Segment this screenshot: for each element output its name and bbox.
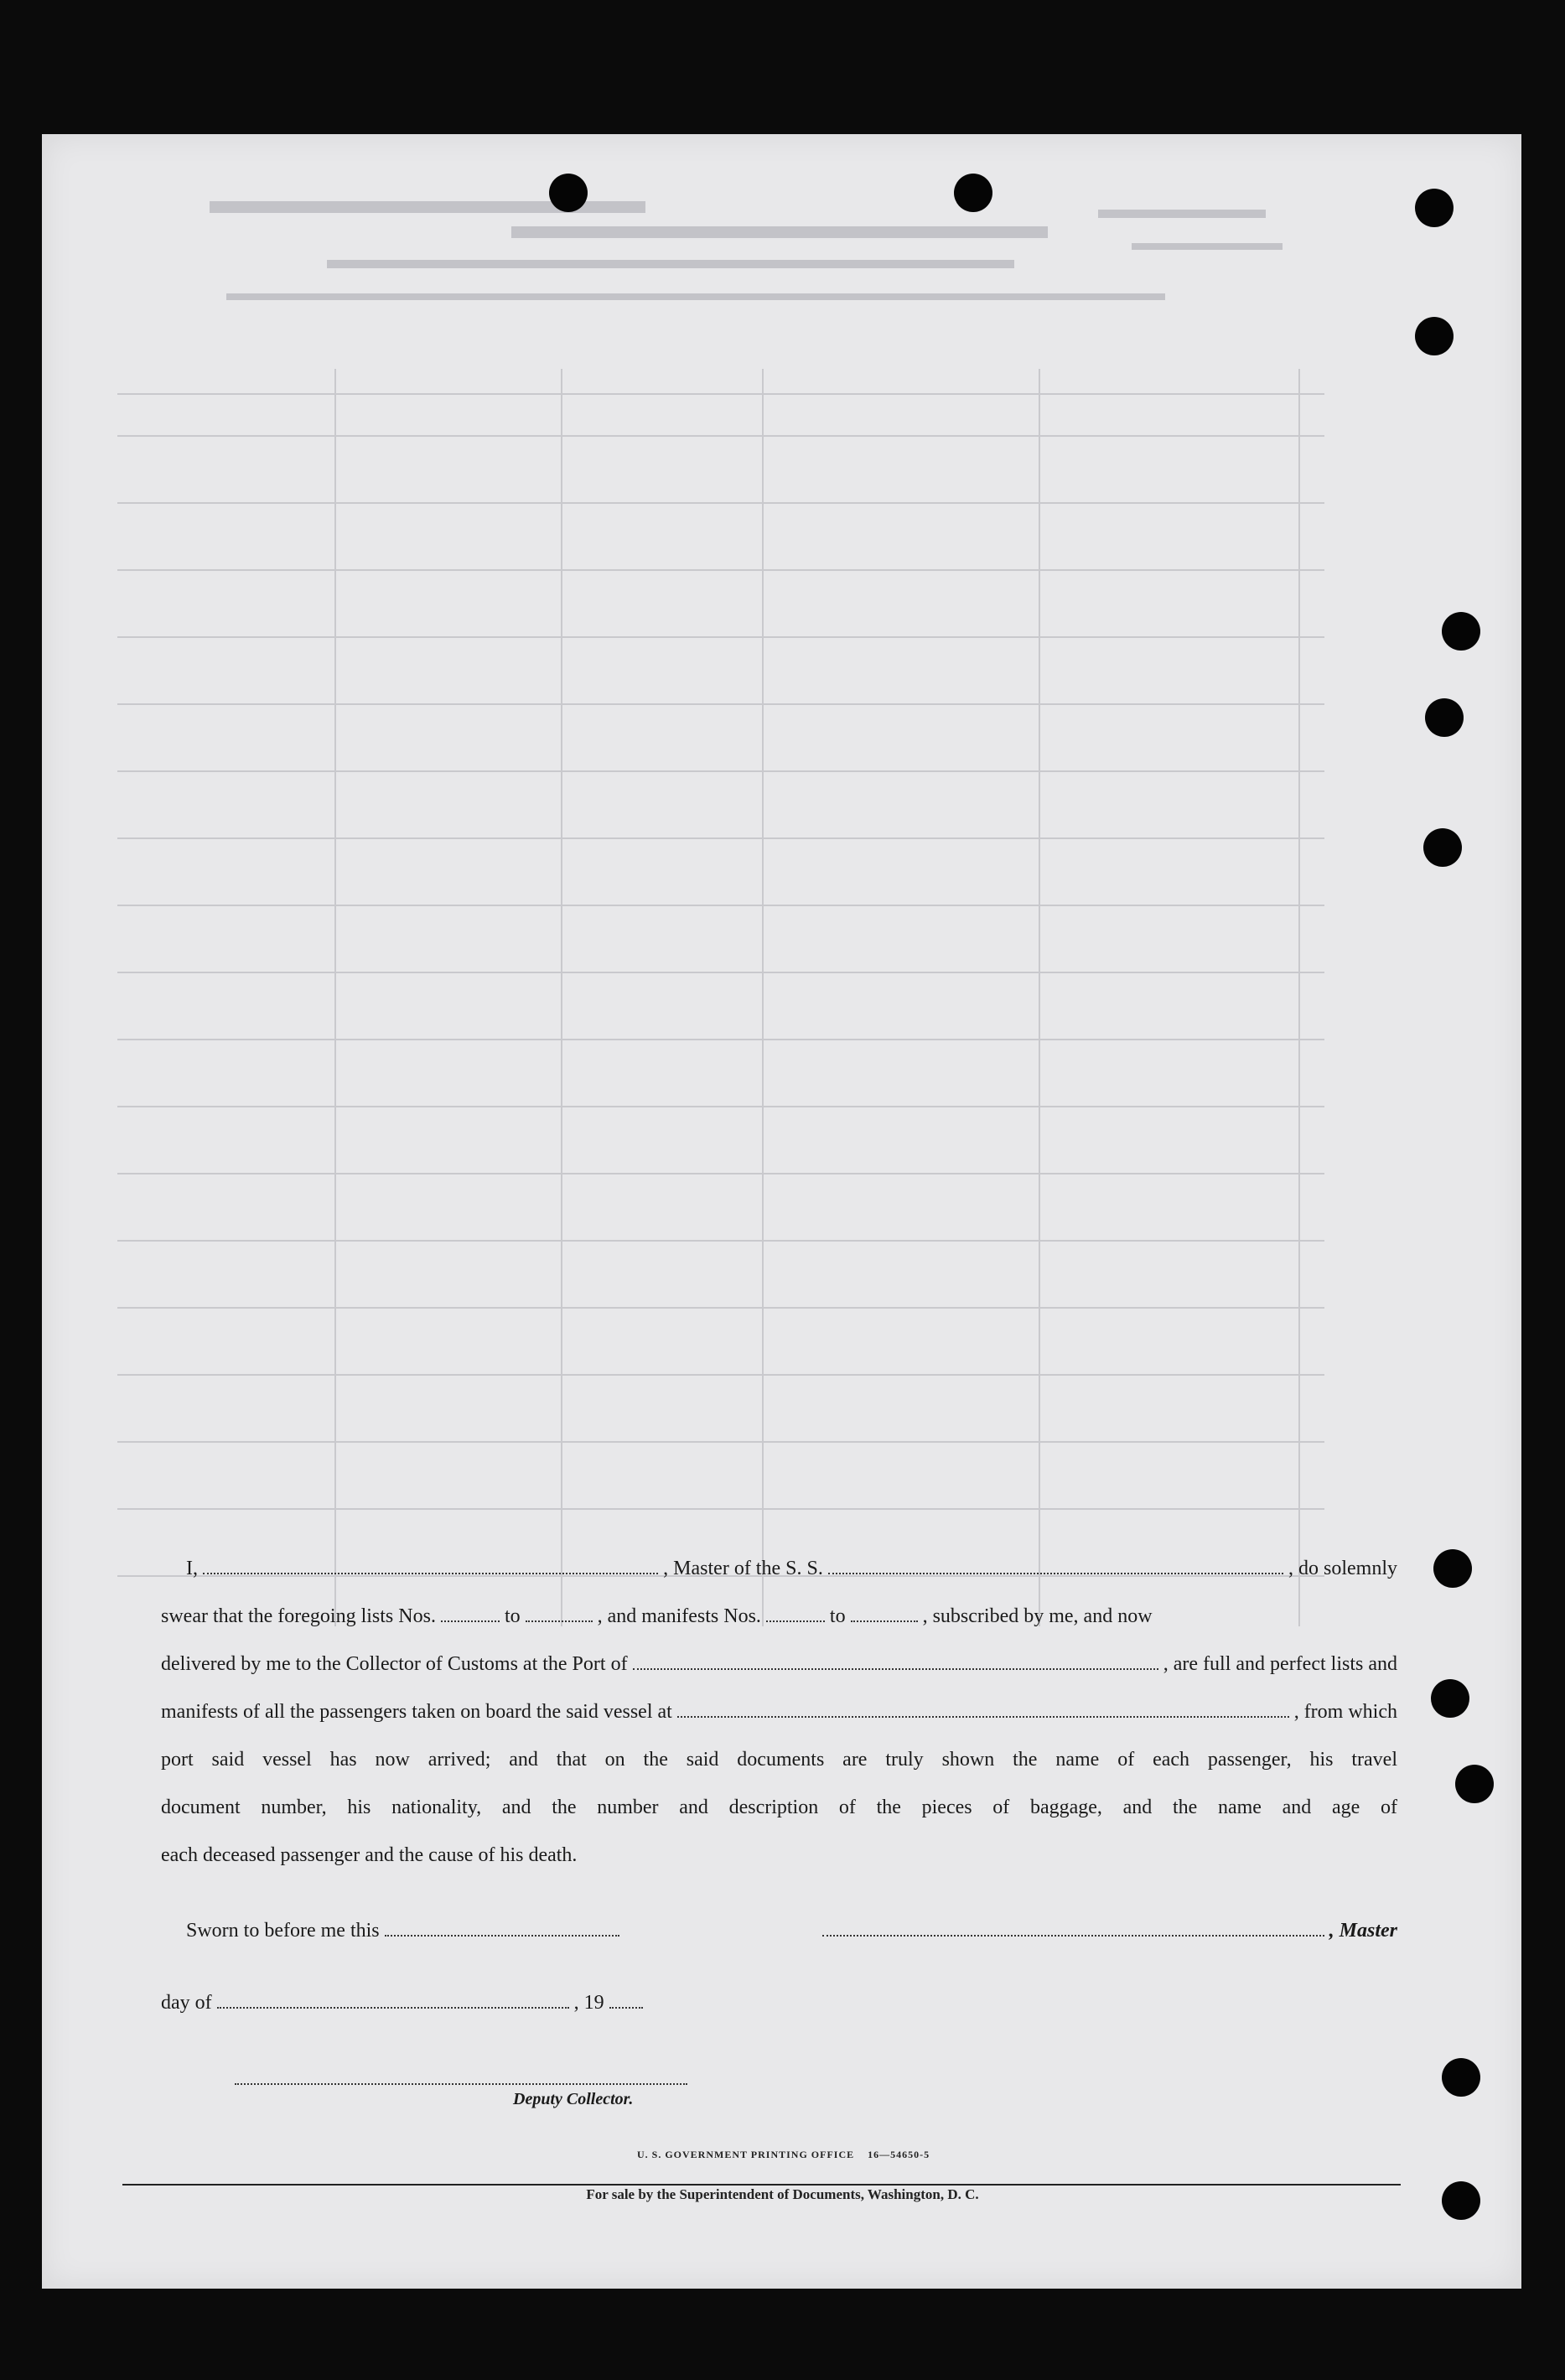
sworn-line [161, 1920, 1397, 1950]
binder-hole [1442, 612, 1480, 651]
for-sale-note: For sale by the Superintendent of Documents, Washington, D. C. [586, 2186, 979, 2202]
year-blank [609, 1992, 643, 2009]
master-label: , Master [1329, 1920, 1397, 1942]
certificate-line-7 [161, 1844, 1397, 1874]
lists-perfect-label: , are full and perfect lists and [1163, 1653, 1397, 1675]
sworn-label: Sworn to before me this [186, 1920, 380, 1942]
printing-office-note: U. S. GOVERNMENT PRINTING OFFICE 16—54650-5 [637, 2149, 930, 2160]
sworn-date-blank [385, 1920, 619, 1937]
binder-hole [1425, 698, 1464, 737]
certificate-suffix: , do solemnly [1288, 1558, 1397, 1579]
certificate-text: port said vessel has now arrived; and that on the said documents are truly shown the name of each passenger, his travel [161, 1749, 1397, 1771]
from-which-label: , from which [1293, 1701, 1397, 1723]
certificate-line-4 [161, 1701, 1397, 1731]
lists-to-blank [526, 1605, 593, 1622]
manifests-to-blank [851, 1605, 918, 1622]
master-signature-blank [822, 1920, 1324, 1937]
deputy-signature-line [235, 2083, 687, 2085]
punch-hole [954, 174, 992, 212]
manifests-from-blank [766, 1605, 825, 1622]
port-label: delivered by me to the Collector of Customs at the Port of [161, 1653, 628, 1675]
footer-rule [122, 2184, 1401, 2186]
vessel-label: manifests of all the passengers taken on board the said vessel at [161, 1701, 672, 1723]
day-line [161, 1992, 1397, 2022]
binder-hole [1455, 1765, 1494, 1803]
oath-block [161, 1920, 1397, 2129]
binder-hole [1431, 1679, 1469, 1718]
binder-hole [1415, 317, 1454, 355]
certificate-line-5 [161, 1749, 1397, 1779]
bleed-through-table [42, 134, 1521, 1643]
certificate-line-1 [161, 1558, 1397, 1588]
binder-hole [1423, 828, 1462, 867]
binder-hole [1442, 2058, 1480, 2097]
lists-label: swear that the foregoing lists Nos. [161, 1605, 436, 1627]
year-label: , 19 [573, 1992, 604, 2014]
port-blank [633, 1653, 1158, 1670]
certificate-line-3 [161, 1653, 1397, 1683]
lists-from-blank [441, 1605, 500, 1622]
certificate-text: document number, his nationality, and the number and description of the pieces of baggage, and the name and age of [161, 1797, 1397, 1818]
day-blank [217, 1992, 569, 2009]
certificate-line-6 [161, 1797, 1397, 1827]
departure-port-blank [677, 1701, 1289, 1718]
certificate-text: each deceased passenger and the cause of his death. [161, 1844, 578, 1866]
manifests-to-label: to [829, 1605, 846, 1627]
certificate-prefix: I, [186, 1558, 198, 1579]
certificate-line-2 [161, 1605, 1397, 1636]
master-certificate [161, 1558, 1397, 1893]
subscribed-label: , subscribed by me, and now [922, 1605, 1153, 1627]
day-of-label: day of [161, 1992, 212, 2014]
deputy-collector-label: Deputy Collector. [513, 2090, 634, 2108]
manifests-label: , and manifests Nos. [597, 1605, 761, 1627]
binder-hole [1433, 1549, 1472, 1588]
lists-to-label: to [504, 1605, 521, 1627]
ship-label: , Master of the S. S. [663, 1558, 823, 1579]
ship-name-blank [828, 1558, 1283, 1574]
binder-hole [1415, 189, 1454, 227]
punch-hole [549, 174, 588, 212]
master-name-blank [203, 1558, 658, 1574]
